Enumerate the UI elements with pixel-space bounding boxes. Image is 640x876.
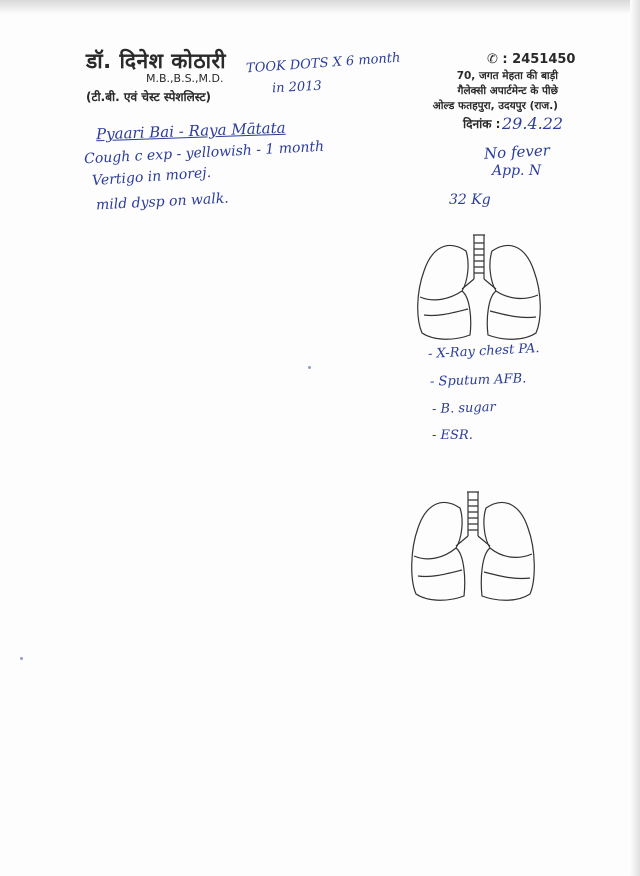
doctor-name: डॉ. दिनेश कोठारी — [86, 49, 227, 73]
history-line-2: in 2013 — [271, 78, 323, 97]
appetite-note: App. N — [492, 163, 542, 179]
phone-number: ✆ : 2451450 — [487, 52, 576, 67]
ink-smudge — [20, 657, 23, 660]
history-line-1: TOOK DOTS X 6 month — [245, 50, 401, 77]
investigation-2: - Sputum AFB. — [429, 371, 527, 390]
date-label: दिनांक : — [463, 117, 501, 131]
doctor-speciality: (टी.बी. एवं चेस्ट स्पेशलिस्ट) — [86, 90, 211, 104]
patient-name: Pyaari Bai - Raya Mātata — [95, 118, 286, 144]
investigation-1: - X-Ray chest PA. — [427, 341, 540, 362]
no-fever-note: No fever — [483, 141, 551, 163]
investigation-3: - B. sugar — [431, 399, 496, 418]
weight-note: 32 Kg — [449, 192, 491, 208]
lungs-icon — [410, 233, 550, 347]
scan-shadow-top — [0, 0, 640, 14]
date-value: 29.4.22 — [502, 114, 564, 133]
address-line-1: 70, जगत मेहता की बाड़ी — [456, 70, 558, 82]
investigation-4: - ESR. — [432, 428, 473, 443]
complaint-line-3: mild dysp on walk. — [95, 190, 230, 214]
ink-smudge — [308, 366, 311, 369]
address-line-3: ओल्ड फतहपुरा, उदयपुर (राज.) — [432, 100, 558, 112]
doctor-degrees: M.B.,B.S.,M.D. — [146, 72, 224, 85]
lungs-icon — [404, 490, 544, 609]
complaint-line-2: Vertigo in morej. — [91, 164, 212, 190]
address-line-2: गैलेक्सी अपार्टमेन्ट के पीछे — [457, 85, 558, 97]
complaint-line-1: Cough c exp - yellowish - 1 month — [83, 138, 325, 168]
scan-shadow-right — [630, 0, 640, 876]
